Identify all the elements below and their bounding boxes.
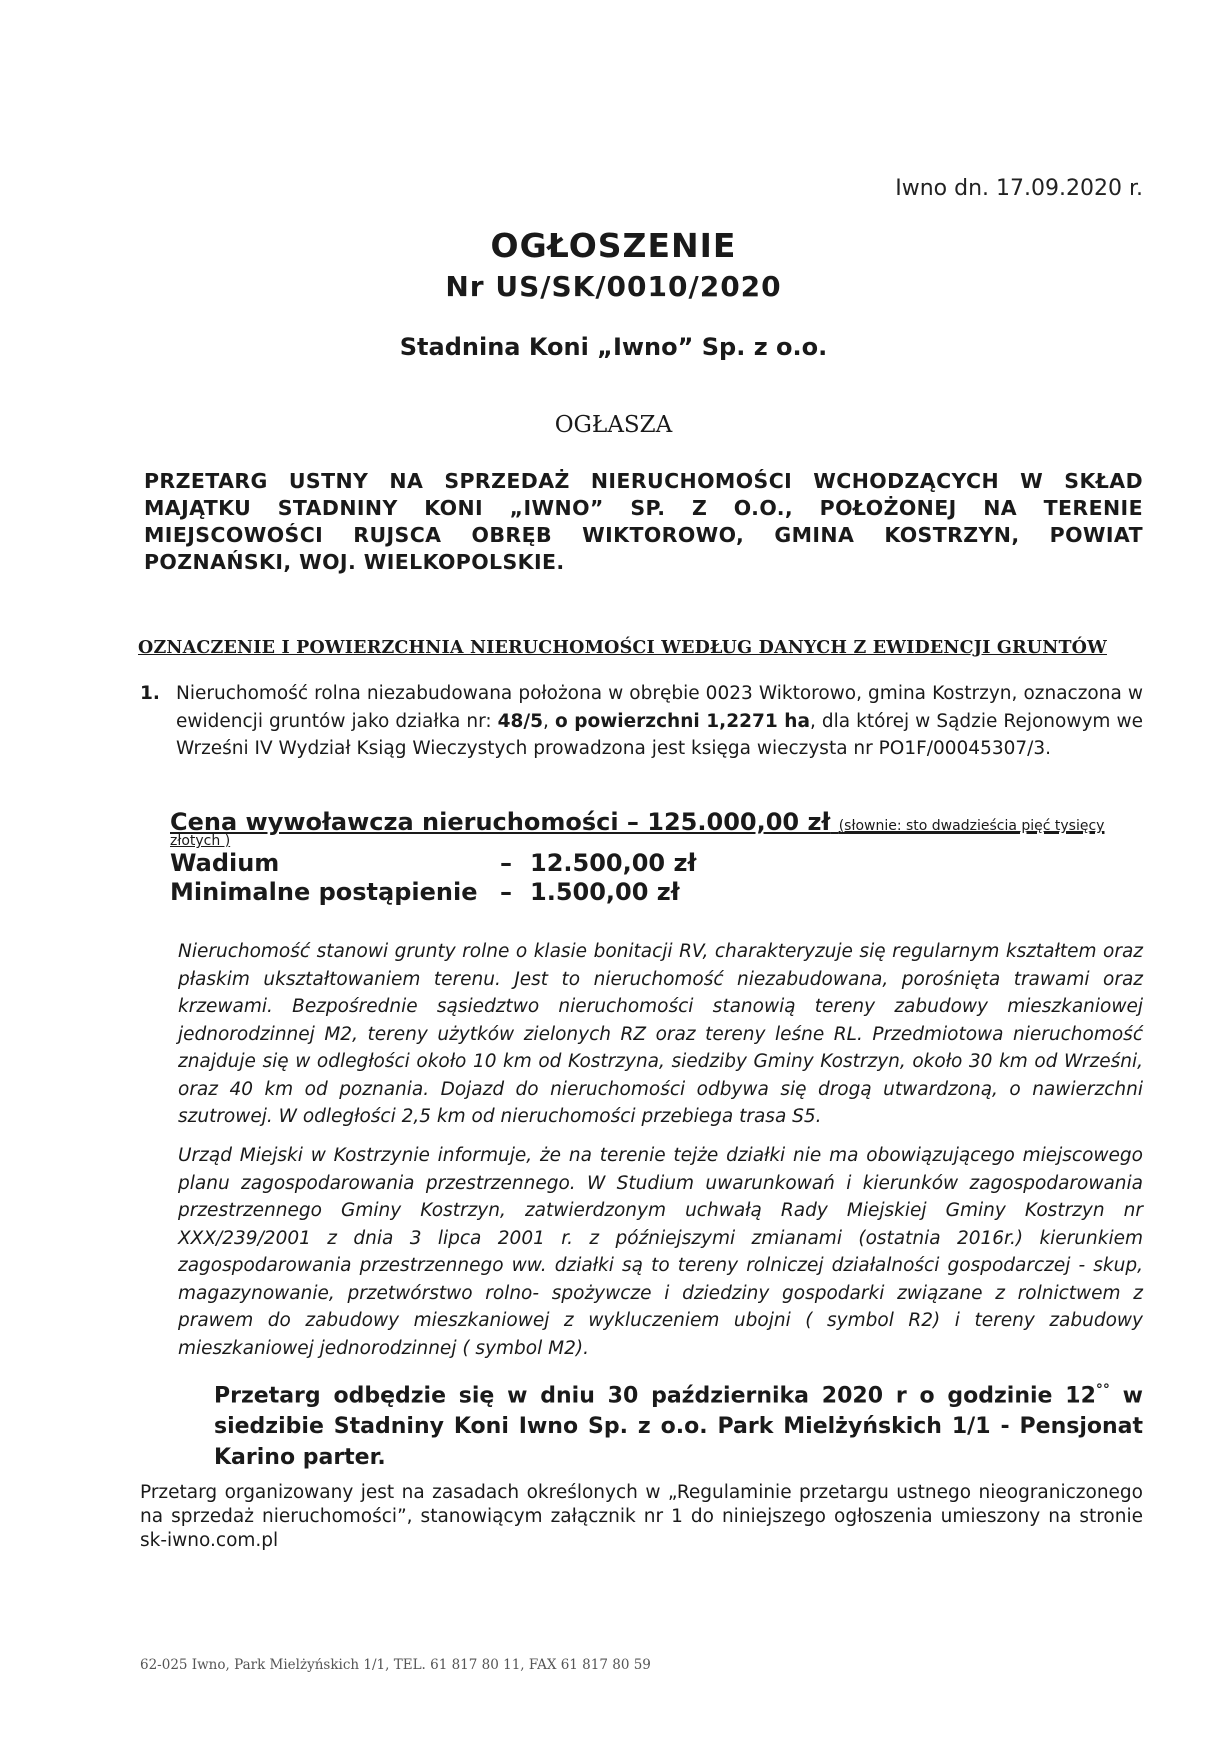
footer-address: 62-025 Iwno, Park Mielżyńskich 1/1, TEL. 61 817 80 11, FAX 61 817 80 59	[140, 1657, 651, 1673]
deposit-value: 12.500,00 zł	[530, 849, 697, 877]
item-text: Nieruchomość rolna niezabudowana położona w obrębie 0023 Wiktorowo, gmina Kostrzyn, oznaczona w ewidencji gruntów jako działka nr: 48/5, o powierzchni 1,2271 ha, dla której w Sądzie Rejonowym we Wrześni IV Wydział Ksiąg Wieczystych prowadzona jest księga wieczysta nr PO1F/00045307/3.	[176, 683, 1143, 759]
deposit-row: Wadium – 12.500,00 zł	[170, 849, 697, 877]
price-in-words: (słownie: sto dwadzieścia pięć tysięcy	[838, 818, 1105, 834]
price-block	[170, 808, 1145, 907]
plot-area: o powierzchni 1,2271 ha	[554, 710, 810, 732]
auction-date-paragraph: Przetarg odbędzie się w dniu 30 października 2020 r o godzinie 12°° w siedzibie Stadniny Koni Iwno Sp. z o.o. Park Mielżyńskich 1/1 - Pensjonat Karino parter.	[214, 1382, 1143, 1471]
document-date: Iwno dn. 17.09.2020 r.	[895, 176, 1143, 201]
min-step-row: Minimalne postąpienie – 1.500,00 zł	[170, 878, 680, 906]
rules-paragraph: Przetarg organizowany jest na zasadach określonych w „Regulaminie przetargu ustnego nieograniczonego na sprzedaż nieruchomości”, stanowiącym załącznik nr 1 do niniejszego ogłoszenia umieszony na stronie sk-iwno.com.pl	[140, 1482, 1143, 1551]
document-number: Nr US/SK/0010/2020	[445, 270, 782, 303]
document-title: OGŁOSZENIE	[490, 226, 737, 265]
description-paragraph: Nieruchomość stanowi grunty rolne o klasie bonitacji RV, charakteryzuje się regularnym kształtem oraz płaskim ukształtowaniem terenu. Jest to nieruchomość niezabudowana, porośnięta trawami oraz krzewami. Bezpośrednie sąsiedztwo nieruchomości stanowią tereny zabudowy mieszkaniowej jednorodzinnej M2, tereny użytków zielonych RZ oraz tereny leśne RL. Przedmiotowa nieruchomość znajduje się w odległości około 10 km od Kostrzyna, siedziby Gminy Kostrzyn, około 30 km od Wrześni, oraz 40 km od poznania. Dojazd do nieruchomości odbywa się drogą utwardzoną, o nawierzchni szutrowej. W odległości 2,5 km od nieruchomości przebiega trasa S5.	[178, 941, 1143, 1127]
lead-paragraph: PRZETARG USTNY NA SPRZEDAŻ NIERUCHOMOŚCI WCHODZĄCYCH W SKŁAD MAJĄTKU STADNINY KONI „IWNO” SP. Z O.O., POŁOŻONEJ NA TERENIE MIEJSCOWOŚCI RUJSCA OBRĘB WIKTOROWO, GMINA KOSTRZYN, POWIAT POZNAŃSKI, WOJ. WIELKOPOLSKIE.	[144, 469, 1143, 574]
min-step-label: Minimalne postąpienie	[170, 878, 478, 906]
plot-number: 48/5	[497, 710, 544, 732]
min-step-value: 1.500,00 zł	[530, 878, 680, 906]
property-item	[140, 680, 1143, 763]
company-name: Stadnina Koni „Iwno” Sp. z o.o.	[399, 333, 828, 361]
price-in-words-cont: złotych )	[170, 833, 231, 849]
call-price: Cena wywoławcza nieruchomości – 125.000,00 zł (słownie: sto dwadzieścia pięć tysięcy	[170, 808, 1105, 836]
deposit-label: Wadium	[170, 849, 280, 877]
item-number: 1.	[140, 683, 160, 704]
section-heading: OZNACZENIE I POWIERZCHNIA NIERUCHOMOŚCI WEDŁUG DANYCH Z EWIDENCJI GRUNTÓW	[138, 638, 1107, 658]
zoning-paragraph: Urząd Miejski w Kostrzynie informuje, że na terenie tejże działki nie ma obowiązującego miejscowego planu zagospodarowania przestrzennego. W Studium uwarunkowań i kierunków zagospodarowania przestrzennego Gminy Kostrzyn, zatwierdzonym uchwałą Rady Miejskiej Gminy Kostrzyn nr XXX/239/2001 z dnia 3 lipca 2001 r. z późniejszymi zmianami (ostatnia 2016r.) kierunkiem zagospodarowania przestrzennego ww. działki są to tereny rolniczej działalności gospodarczej - skup, magazynowanie, przetwórstwo rolno- spożywcze i dziedziny gospodarki związane z rolnictwem z prawem do zabudowy mieszkaniowej z wykluczeniem ubojni ( symbol R2) i tereny zabudowy mieszkaniowej jednorodzinnej ( symbol M2).	[178, 1145, 1143, 1359]
announces-heading: OGŁASZA	[554, 412, 673, 438]
